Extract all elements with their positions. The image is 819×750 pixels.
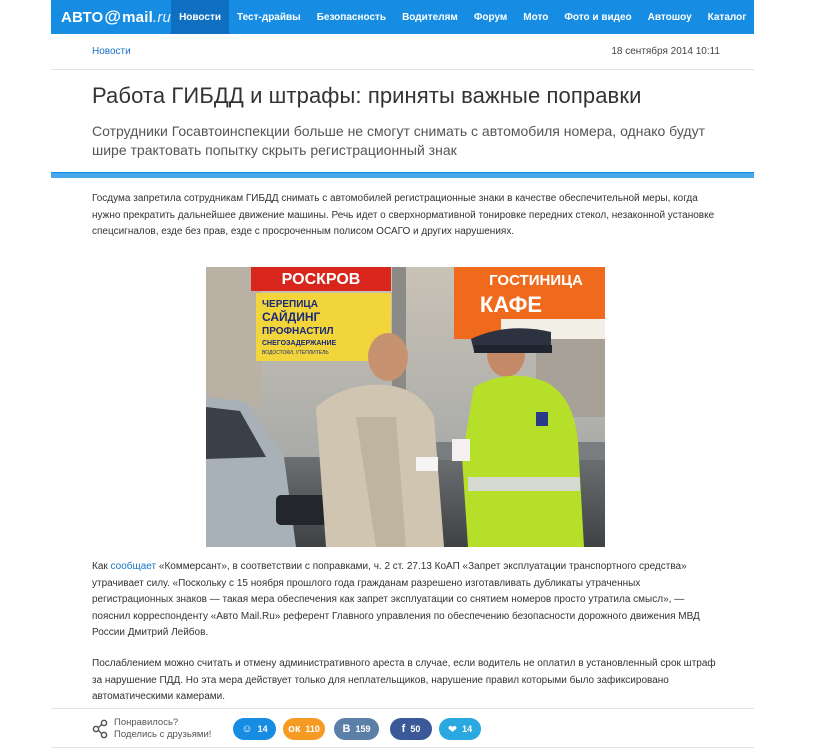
sign-text-5: ВОДОСТОКИ, УТЕПЛИТЕЛЬ bbox=[262, 350, 329, 356]
sign-text-2: САЙДИНГ bbox=[262, 310, 321, 324]
share-icon bbox=[92, 719, 108, 739]
sign-text-4: СНЕГОЗАДЕРЖАНИЕ bbox=[262, 340, 337, 347]
nav-item-drivers[interactable]: Водителям bbox=[402, 11, 458, 23]
share-odnoklassniki-button[interactable] bbox=[283, 718, 325, 740]
paragraph-2-rest: «Коммерсант», в соответствии с поправками, ч. 2 ст. 27.13 КоАП «Запрет эксплуатации транспортного средства» утрачивает силу. «Поскольку с 15 ноября прошлого года гражданам разрешено изготавливать дубликаты утраченных регистрационных знаков — такая мера обеспечения как запрет эксплуатации со снятием номеров просто утратила смысл», — пояснил корреспонденту «Авто Mail.Ru» референт Главного управления по обеспечению безопасности дорожного движения МВД России Дмитрий Лейбов. bbox=[92, 561, 700, 638]
meta-divider bbox=[51, 69, 754, 70]
nav-item-news[interactable]: Новости bbox=[171, 0, 229, 34]
logo-text-ru: .ru bbox=[152, 8, 172, 26]
article-meta bbox=[92, 46, 720, 57]
article-photo bbox=[206, 267, 605, 547]
logo-at: @ bbox=[104, 7, 122, 26]
article-title: Работа ГИБДД и штрафы: приняты важные поправки bbox=[92, 83, 642, 108]
sign-text-1: ЧЕРЕПИЦА bbox=[262, 299, 318, 310]
share-odnoklassniki-count: 110 bbox=[305, 724, 320, 734]
share-prompt-line-1: Понравилось? bbox=[114, 717, 179, 728]
share-mymail-button[interactable] bbox=[233, 718, 276, 740]
nav-item-forum[interactable]: Форум bbox=[473, 11, 508, 23]
nav-item-autoshow[interactable]: Автошоу bbox=[647, 11, 692, 23]
share-prompt-line-2: Поделись с друзьями! bbox=[114, 729, 212, 740]
publish-date: 18 сентября 2014 10:11 bbox=[611, 46, 720, 57]
sign-cafe-text: КАФЕ bbox=[479, 292, 543, 317]
accent-divider bbox=[51, 172, 754, 178]
share-twitter-button[interactable] bbox=[439, 718, 481, 740]
article-paragraph-2 bbox=[92, 559, 724, 642]
share-vk-button[interactable] bbox=[334, 718, 379, 740]
twitter-icon: ❤ bbox=[447, 723, 458, 736]
share-prompt bbox=[114, 717, 211, 741]
main-nav bbox=[171, 0, 754, 34]
article-paragraph-3: Послаблением можно считать и отмену административного ареста в случае, если водитель не оплатил в установленный срок штраф за нарушение ПДД. Но эта мера действует только для неплательщиков, нарушение правил которыми было зафиксировано автоматическими камерами. bbox=[92, 658, 716, 702]
nav-item-catalog[interactable]: Каталог bbox=[707, 11, 747, 23]
article-paragraph-1: Госдума запретила сотрудникам ГИБДД снимать с автомобилей регистрационные знаки в качестве обеспечительной меры, когда нужно прекратить дальнейшее движение машины. Речь идет о сверхнормативной тонировке передних стекол, незаконной установке спецсигналов, езде без прав, езде с просроченным полисом ОСАГО и других нарушениях. bbox=[92, 193, 715, 237]
share-facebook-count: 50 bbox=[410, 724, 421, 734]
article-subtitle: Сотрудники Госавтоинспекции больше не смогут снимать с автомобиля номера, однако будут шире трактовать попытку скрыть регистрационный знак bbox=[92, 123, 706, 158]
share-mymail-count: 14 bbox=[257, 724, 268, 734]
nav-item-moto[interactable]: Мото bbox=[523, 11, 549, 23]
sign-roskrov-text: РОСКРОВ bbox=[281, 271, 361, 288]
share-vk-count: 159 bbox=[355, 724, 371, 734]
nav-item-photo-video[interactable]: Фото и видео bbox=[564, 11, 632, 23]
share-facebook-button[interactable] bbox=[390, 718, 432, 740]
sign-text-3: ПРОФНАСТИЛ bbox=[262, 326, 334, 337]
top-navigation-bar bbox=[51, 0, 754, 34]
logo-text-auto: АВТО bbox=[61, 8, 104, 26]
share-twitter-count: 14 bbox=[462, 724, 473, 734]
mymail-icon: ☺ bbox=[241, 723, 253, 735]
nav-item-safety[interactable]: Безопасность bbox=[316, 11, 387, 23]
paragraph-2-start: Как bbox=[92, 561, 111, 572]
vk-icon: В bbox=[342, 723, 351, 735]
facebook-icon: f bbox=[401, 723, 406, 735]
logo-text-mail: mail bbox=[122, 8, 153, 26]
sign-hotel-text: ГОСТИНИЦА bbox=[489, 272, 583, 289]
odnoklassniki-icon: ок bbox=[288, 723, 301, 735]
share-bar bbox=[51, 708, 754, 748]
section-link[interactable]: Новости bbox=[92, 46, 131, 57]
nav-item-test-drives[interactable]: Тест-драйвы bbox=[237, 11, 301, 23]
source-link[interactable]: сообщает bbox=[110, 561, 157, 572]
site-logo[interactable] bbox=[51, 0, 171, 34]
